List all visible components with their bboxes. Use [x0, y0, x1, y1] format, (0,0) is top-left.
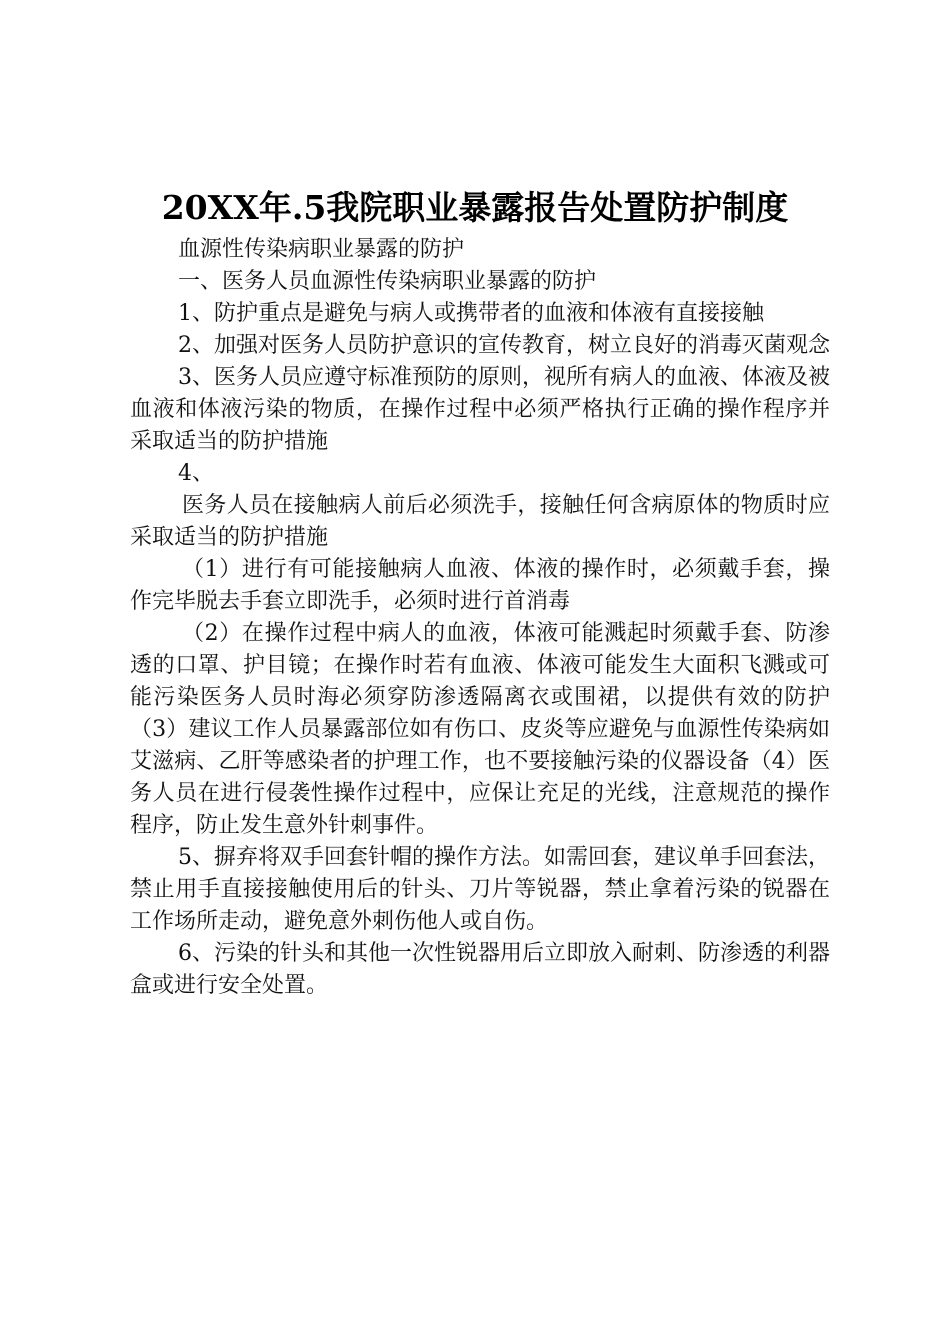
- paragraph-item-3: 3、医务人员应遵守标准预防的原则，视所有病人的血液、体液及被血液和体液污染的物质，在操作过程中必须严格执行正确的操作程序并采取适当的防护措施: [130, 365, 830, 454]
- paragraph-sub-1: （1）进行有可能接触病人血液、体液的操作时，必须戴手套，操作完毕脱去手套立即洗手，必须时进行首消毒: [130, 557, 830, 614]
- paragraph-item-1: 1、防护重点是避免与病人或携带者的血液和体液有直接接触: [178, 301, 764, 326]
- paragraph-sub-2: （2）在操作过程中病人的血液，体液可能溅起时须戴手套、防渗透的口罩、护目镜；在操作时若有血液、体液可能发生大面积飞溅或可能污染医务人员时海必须穿防渗透隔离衣或围裙，以提供有效的防护（3）建议工作人员暴露部位如有伤口、皮炎等应避免与血源性传染病如艾滋病、乙肝等感染者的护理工作，也不要接触污染的仪器设备（4）医务人员在进行侵袭性操作过程中，应保让充足的光线，注意规范的操作程序，防止发生意外针刺事件。: [130, 621, 830, 838]
- document-body: [130, 234, 830, 1002]
- paragraph-item-6: 6、污染的针头和其他一次性锐器用后立即放入耐刺、防渗透的利器盒或进行安全处置。: [130, 941, 830, 998]
- paragraph-item-2: 2、加强对医务人员防护意识的宣传教育，树立良好的消毒灭菌观念: [178, 333, 830, 358]
- paragraph-item-5: 5、摒弃将双手回套针帽的操作方法。如需回套，建议单手回套法，禁止用手直接接触使用后的针头、刀片等锐器，禁止拿着污染的锐器在工作场所走动，避免意外刺伤他人或自伤。: [130, 845, 830, 934]
- paragraph-section-one: 一、医务人员血源性传染病职业暴露的防护: [178, 269, 597, 294]
- document-title: 20XX年.5我院职业暴露报告处置防护制度: [161, 188, 789, 227]
- paragraph-item-4: 4、: [178, 461, 214, 486]
- paragraph-item-4-body: 医务人员在接触病人前后必须洗手，接触任何含病原体的物质时应采取适当的防护措施: [130, 493, 830, 550]
- paragraph-heading: 血源性传染病职业暴露的防护: [178, 237, 465, 262]
